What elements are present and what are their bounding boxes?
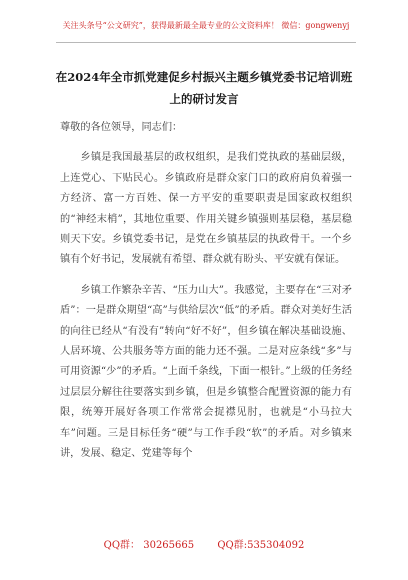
footer-qq-group-1: QQ群： 30265665 bbox=[103, 540, 195, 551]
footer-qq-group-2: QQ群:535304092 bbox=[217, 540, 305, 551]
document-body bbox=[60, 118, 352, 475]
paragraph-2: 乡镇工作繁杂辛苦、“压力山大”。我感觉，主要存在“三对矛盾”：一是群众期望“高”与供给层次“低”的矛盾。群众对美好生活的向往已经从“有没有”转向“好不好”，但乡镇在解决基础设施、人居环境、公共服务等方面的能力还不强。二是对应条线“多”与可用资源“少”的矛盾。“上面千条线，下面一根针。”上级的任务经过层层分解往往要落实到乡镇，但是乡镇整合配置资源的能力有限，统筹开展好各项工作常常会捉襟见肘，也就是“小马拉大车”问题。三是目标任务“硬”与工作手段“软”的矛盾。对乡镇来讲，发展、稳定、党建等每个 bbox=[60, 284, 352, 460]
title-line-2: 上的研讨发言 bbox=[169, 92, 239, 106]
title-line-1: 在2024年全市抓党建促乡村振兴主题乡镇党委书记培训班 bbox=[55, 70, 353, 84]
salutation: 尊敬的各位领导，同志们： bbox=[60, 122, 183, 133]
header-divider bbox=[56, 42, 356, 43]
document-title bbox=[52, 66, 356, 110]
paragraph-1: 乡镇是我国最基层的政权组织，是我们党执政的基础层级，上连党心、下贴民心。乡镇政府是群众家门口的政府肩负着强一方经济、富一方百姓、保一方平安的重要职责是国家政权组织的“神经末梢”，其地位重要、作用关键乡镇强则基层稳，基层稳则天下安。乡镇党委书记，是党在乡镇基层的执政骨干。一个乡镇有个好书记，发展就有希望、群众就有盼头、平安就有保证。 bbox=[60, 152, 352, 266]
footer-qq-groups bbox=[0, 536, 408, 551]
header-banner: 关注头条号“公文研究”，获得最新最全最专业的公文资料库！ 微信：gongwenyj bbox=[62, 21, 350, 30]
